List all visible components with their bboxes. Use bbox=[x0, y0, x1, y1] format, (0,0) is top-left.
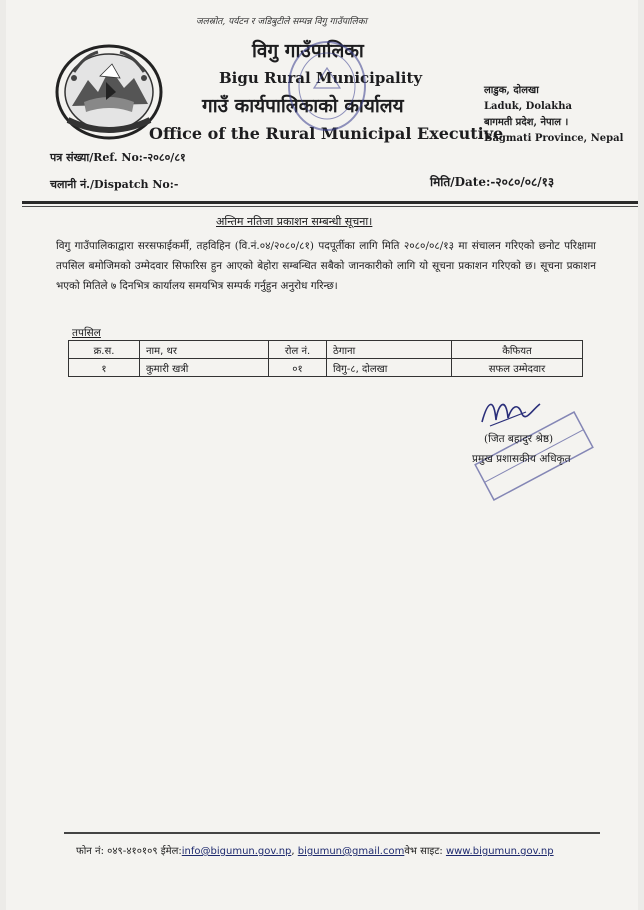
cell-roll: ०१ bbox=[269, 359, 327, 377]
footer-divider bbox=[64, 832, 600, 834]
municipality-motto: जलस्रोत, पर्यटन र जडिबुटीले सम्पन्न विगु गाउँपालिका bbox=[196, 17, 367, 27]
signatory-designation: प्रमुख प्रशासकीय अधिकृत bbox=[472, 453, 571, 465]
header-cell-sn: क्र.स. bbox=[69, 341, 140, 359]
cell-address: विगु-८, दोलखा bbox=[327, 359, 452, 377]
header-divider bbox=[22, 201, 638, 204]
letter-page bbox=[6, 0, 638, 910]
table-row bbox=[69, 359, 583, 377]
table-caption: तपसिल bbox=[72, 327, 101, 339]
footer-contact bbox=[76, 843, 554, 857]
signatory-name: (जित बहादुर श्रेष्ठ) bbox=[484, 433, 554, 445]
cell-sn: १ bbox=[69, 359, 140, 377]
header-cell-remarks: कैफियत bbox=[452, 341, 583, 359]
footer-email-gmail-link[interactable]: bigumun@gmail.com bbox=[297, 846, 405, 857]
office-seal-stamp bbox=[284, 38, 370, 134]
address-place-english: Laduk, Dolakha bbox=[484, 101, 572, 112]
notice-title: अन्तिम नतिजा प्रकाशन सम्बन्धी सूचना। bbox=[216, 215, 373, 228]
letter-date: मिति/Date:-२०८०/०८/१३ bbox=[430, 175, 555, 189]
table-header-row bbox=[69, 341, 583, 359]
header-cell-roll: रोल नं. bbox=[269, 341, 327, 359]
address-province-english: Bagmati Province, Nepal bbox=[484, 133, 624, 144]
municipality-name-english: Bigu Rural Municipality bbox=[219, 69, 423, 87]
header-divider-thin bbox=[22, 206, 638, 207]
nepal-emblem-logo bbox=[54, 42, 164, 142]
footer-website-link[interactable]: www.bigumun.gov.np bbox=[445, 846, 554, 857]
cell-name: कुमारी खत्री bbox=[140, 359, 269, 377]
address-place-nepali: लाडुक, दोलखा bbox=[484, 85, 539, 96]
dispatch-number: चलानी नं./Dispatch No:- bbox=[50, 178, 179, 191]
address-province-nepali: बागमती प्रदेश, नेपाल । bbox=[484, 117, 569, 128]
header-cell-address: ठेगाना bbox=[327, 341, 452, 359]
office-address bbox=[484, 83, 623, 147]
footer-email-info-link[interactable]: info@bigumun.gov.np bbox=[181, 846, 292, 857]
municipality-name-nepali: विगु गाउँपालिका bbox=[252, 40, 364, 62]
reference-number: पत्र संख्या/Ref. No:-२०८०/८१ bbox=[50, 151, 186, 164]
footer-web-label: वेभ साइट: bbox=[404, 846, 446, 857]
header-cell-name: नाम, थर bbox=[140, 341, 269, 359]
office-name-english: Office of the Rural Municipal Executive bbox=[149, 124, 504, 143]
footer-phone: फोन नं: ०४९-४१०१०९ ईमेल: bbox=[76, 846, 182, 857]
office-name-nepali: गाउँ कार्यपालिकाको कार्यालय bbox=[202, 95, 404, 117]
result-table bbox=[68, 340, 583, 377]
cell-remarks: सफल उम्मेदवार bbox=[452, 359, 583, 377]
notice-body: विगु गाउँपालिकाद्वारा सरसफाईकर्मी, तहविहिन (वि.नं.०४/२०८०/८१) पदपूर्तीका लागि मिति २०८०/०८/१३ मा संचालन गरिएको छनोट परिक्षामा तपसिल बमोजिमको उम्मेदवार सिफारिस हुन आएको बेहोरा सम्बन्धित सबैको जानकारीको लागि यो सूचना प्रकाशन गरिएको छ। सूचना प्रकाशन भएको मितिले ७ दिनभित्र कार्यालय समयभित्र सम्पर्क गर्नुहुन अनुरोध गरिन्छ। bbox=[56, 240, 596, 292]
footer-separator: , bbox=[291, 846, 298, 857]
